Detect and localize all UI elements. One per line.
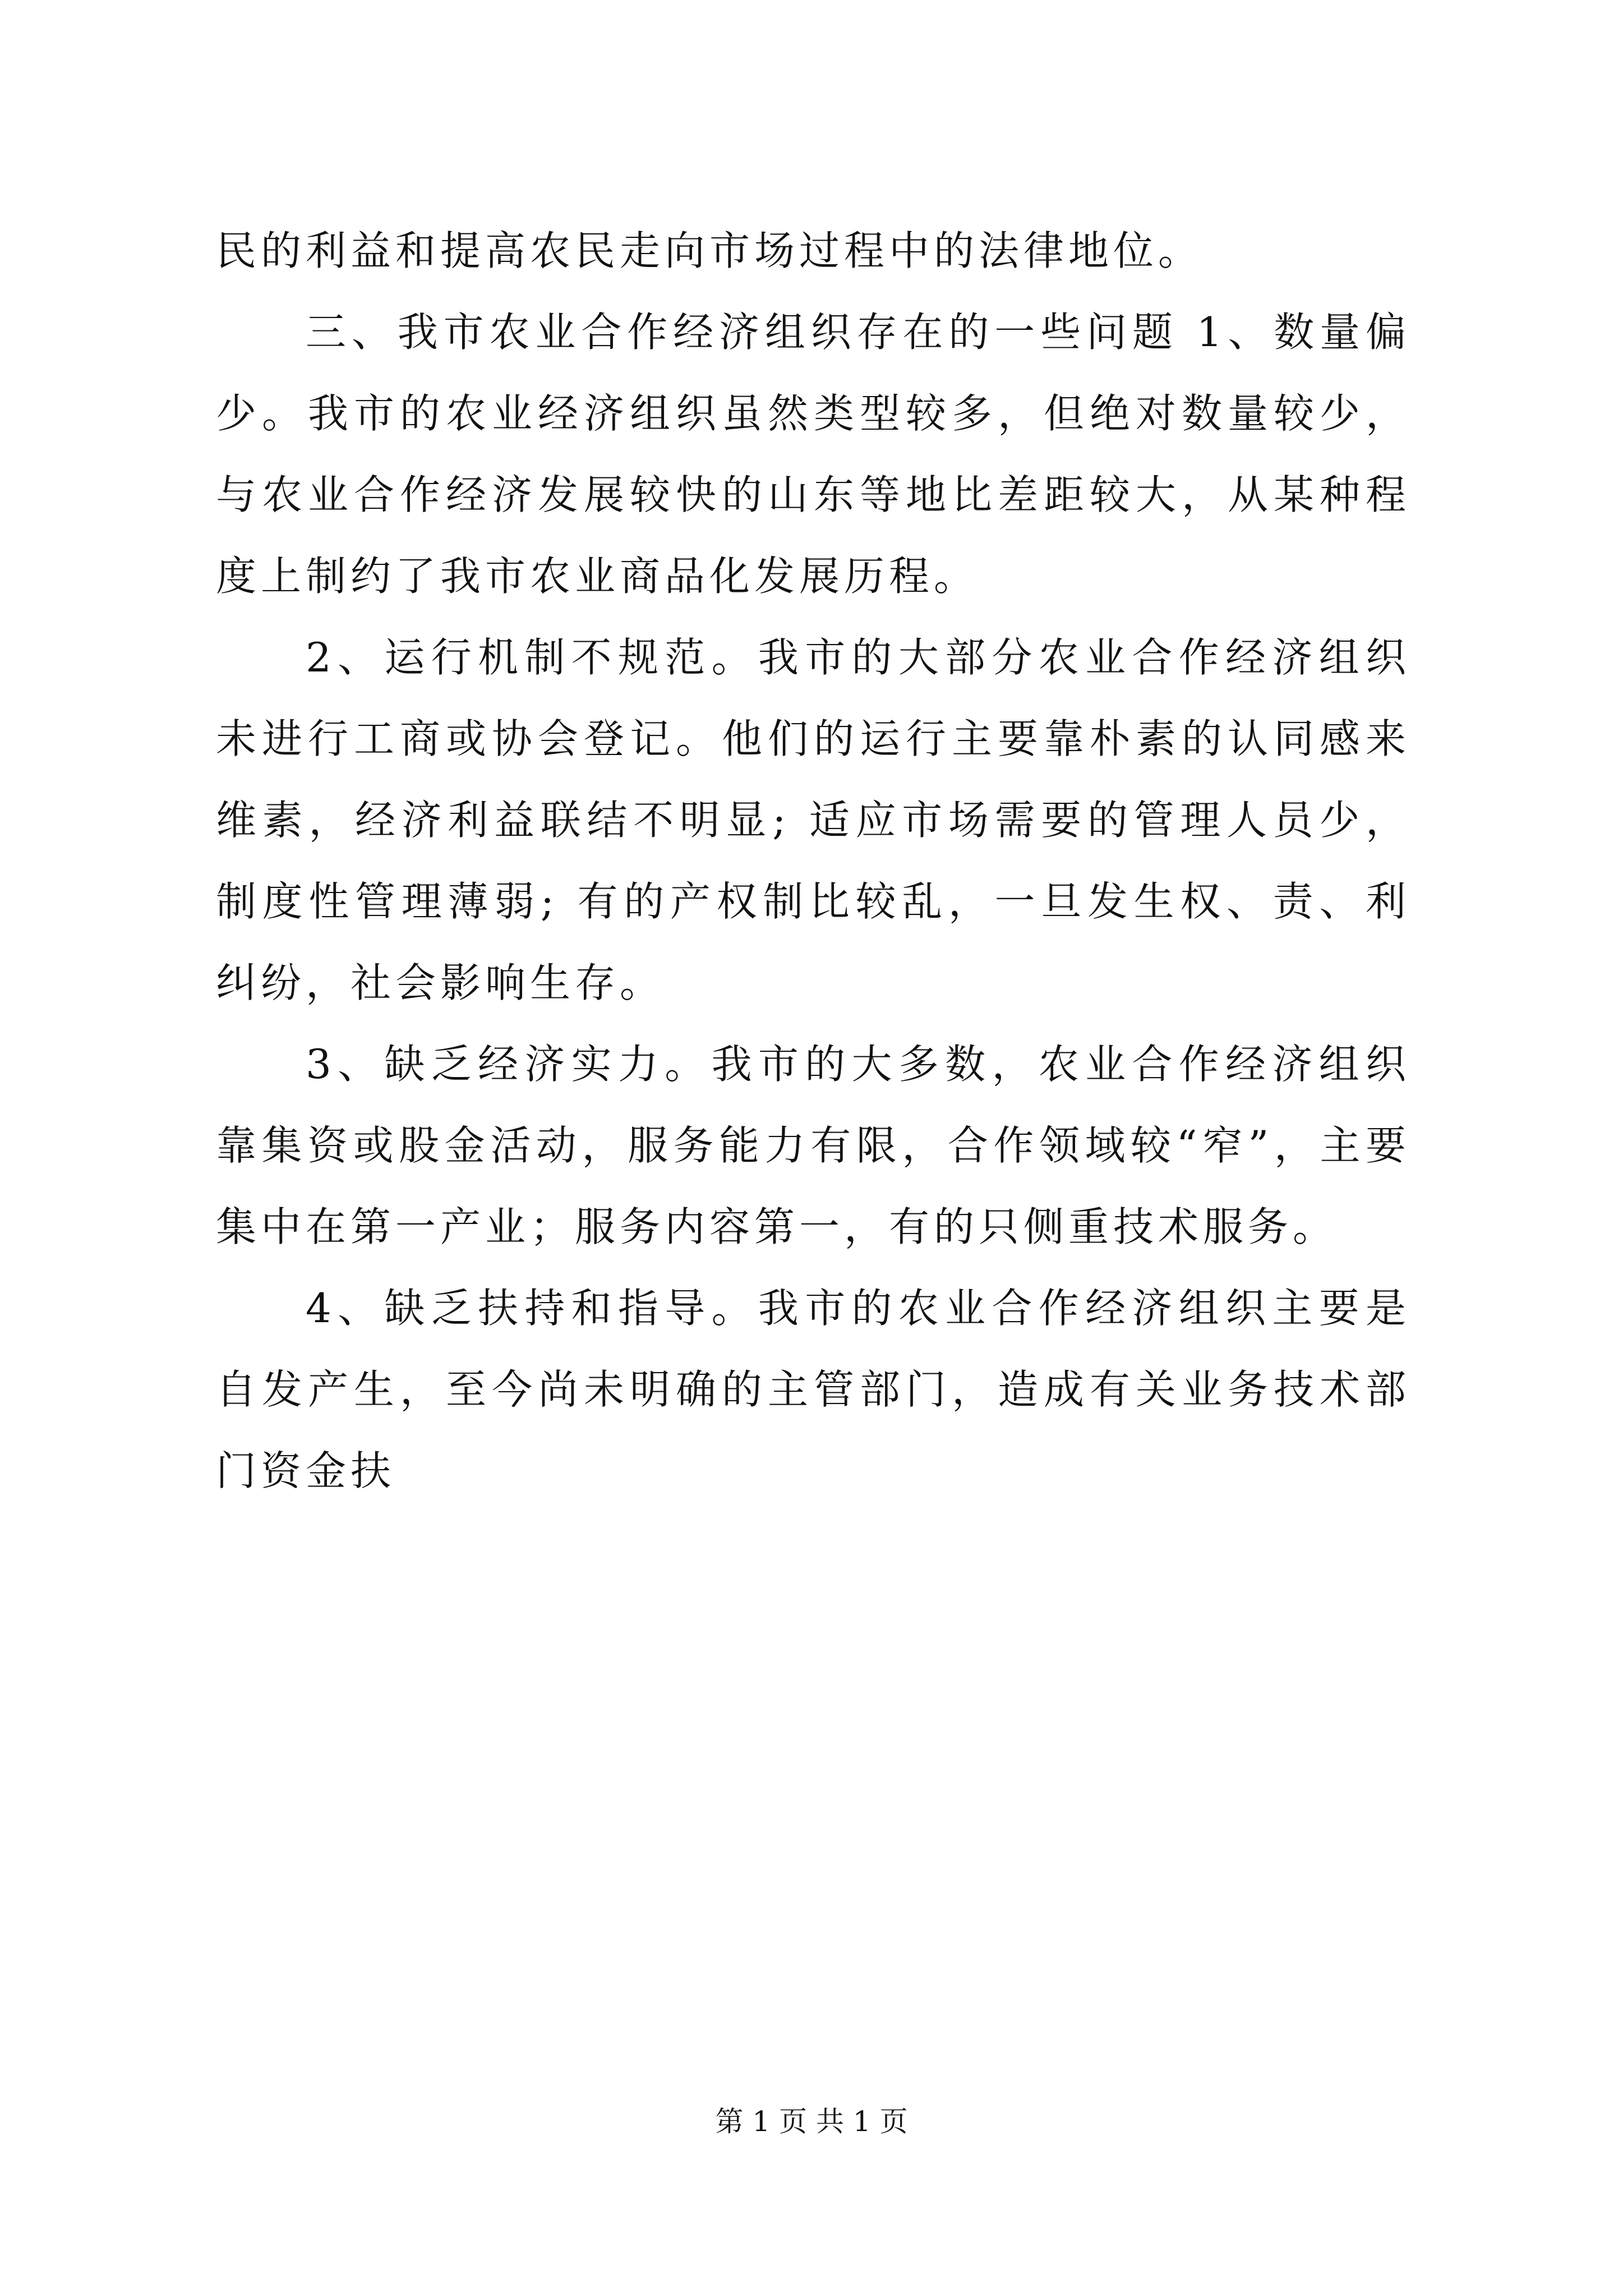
page-footer: 第 1 页 共 1 页 [715, 2105, 908, 2138]
paragraph-1: 民的利益和提高农民走向市场过程中的法律地位。 [216, 227, 1204, 274]
paragraph-2: 三、我市农业合作经济组织存在的一些问题 1、数量偏少。我市的农业经济组织虽然类型较多，但绝对数量较少，与农业合作经济发展较快的山东等地比差距较大，从某种程度上制约了我市农业商品化发展历程。 [216, 309, 1410, 600]
paragraph-5: 4、缺乏扶持和指导。我市的农业合作经济组织主要是自发产生，至今尚未明确的主管部门，造成有关业务技术部门资金扶 [216, 1285, 1410, 1494]
paragraph-4: 3、缺乏经济实力。我市的大多数，农业合作经济组织靠集资或股金活动，服务能力有限，合作领域较“窄”，主要集中在第一产业；服务内容第一，有的只侧重技术服务。 [216, 1041, 1410, 1250]
document-body [216, 210, 1410, 1512]
paragraph-3: 2、运行机制不规范。我市的大部分农业合作经济组织未进行工商或协会登记。他们的运行主要靠朴素的认同感来维素，经济利益联结不明显; 适应市场需要的管理人员少，制度性管理薄弱; 有的产权制比较乱，一旦发生权、责、利纠纷，社会影响生存。 [216, 634, 1410, 1006]
